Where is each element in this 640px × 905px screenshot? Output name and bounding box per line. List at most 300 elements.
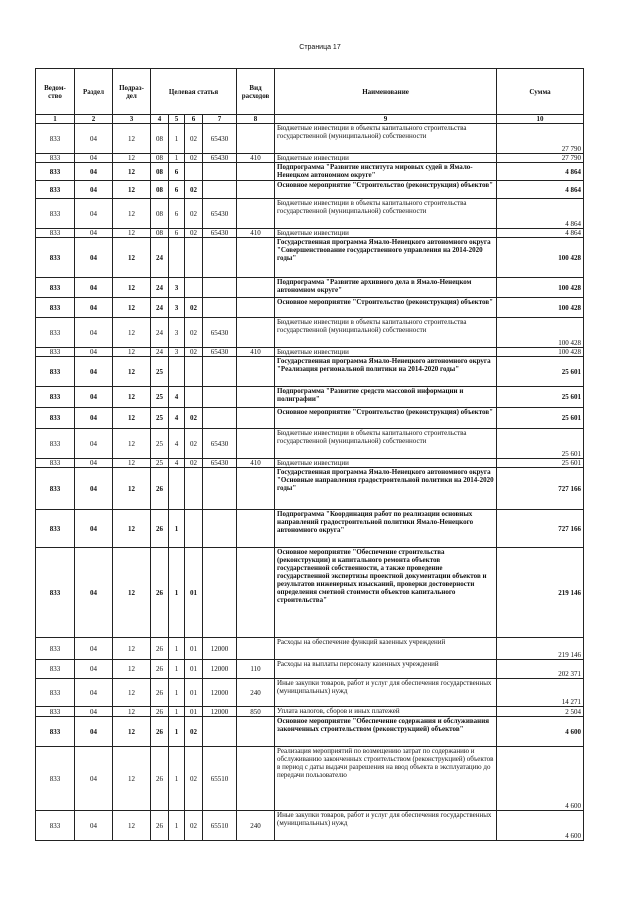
cell-target-4 — [203, 548, 237, 638]
cell-vid — [237, 638, 275, 660]
cell-ved: 833 — [36, 408, 75, 429]
cell-razdel: 04 — [75, 811, 113, 841]
cell-sum: 14 271 — [497, 679, 584, 707]
cell-ved: 833 — [36, 181, 75, 199]
cell-target-4: 12000 — [203, 660, 237, 679]
cell-target-4: 65430 — [203, 459, 237, 468]
cell-target-2: 1 — [169, 660, 185, 679]
cell-target-4: 65430 — [203, 154, 237, 163]
cell-name: Уплата налогов, сборов и иных платежей — [275, 707, 497, 717]
header-name: Наименование — [275, 69, 497, 115]
cell-name: Бюджетные инвестиции в объекты капитального строительства государственной (муниципальной) собственности — [275, 429, 497, 459]
cell-vid — [237, 298, 275, 318]
cell-target-2: 3 — [169, 278, 185, 298]
cell-target-2 — [169, 238, 185, 278]
cell-podrazdel: 12 — [113, 408, 151, 429]
cell-target-4: 65430 — [203, 229, 237, 238]
cell-target-4: 65430 — [203, 318, 237, 348]
cell-podrazdel: 12 — [113, 510, 151, 548]
cell-target-2: 1 — [169, 717, 185, 747]
cell-podrazdel: 12 — [113, 459, 151, 468]
cell-name: Основное мероприятие "Строительство (реконструкция) объектов" — [275, 298, 497, 318]
cell-sum: 727 166 — [497, 510, 584, 548]
cell-target-3: 01 — [185, 707, 203, 717]
table-row — [36, 357, 584, 387]
cell-podrazdel: 12 — [113, 348, 151, 357]
cell-podrazdel: 12 — [113, 548, 151, 638]
cell-vid — [237, 510, 275, 548]
cell-sum: 4 864 — [497, 181, 584, 199]
cell-razdel: 04 — [75, 408, 113, 429]
table-row — [36, 199, 584, 229]
cell-ved: 833 — [36, 679, 75, 707]
cell-target-4 — [203, 278, 237, 298]
header-target: Целевая статья — [151, 69, 237, 115]
header-row — [36, 69, 584, 115]
cell-vid — [237, 717, 275, 747]
cell-sum: 100 428 — [497, 318, 584, 348]
table-row — [36, 238, 584, 278]
cell-ved: 833 — [36, 707, 75, 717]
cell-sum: 4 600 — [497, 811, 584, 841]
cell-vid — [237, 429, 275, 459]
cell-target-4 — [203, 298, 237, 318]
cell-target-1: 24 — [151, 298, 169, 318]
cell-sum: 100 428 — [497, 238, 584, 278]
cell-target-4: 65430 — [203, 124, 237, 154]
cell-name: Основное мероприятие "Строительство (реконструкция) объектов" — [275, 181, 497, 199]
table-row — [36, 811, 584, 841]
cell-name: Основное мероприятие "Строительство (реконструкция) объектов" — [275, 408, 497, 429]
cell-vid — [237, 238, 275, 278]
cell-target-3: 01 — [185, 679, 203, 707]
cell-ved: 833 — [36, 238, 75, 278]
cell-target-4 — [203, 163, 237, 181]
cell-sum: 4 600 — [497, 747, 584, 811]
cell-razdel: 04 — [75, 124, 113, 154]
table-row — [36, 717, 584, 747]
cell-target-4 — [203, 181, 237, 199]
cell-razdel: 04 — [75, 717, 113, 747]
cell-podrazdel: 12 — [113, 638, 151, 660]
cell-target-3: 02 — [185, 408, 203, 429]
cell-ved: 833 — [36, 510, 75, 548]
cell-name: Подпрограмма "Развитие средств массовой информации и полиграфии" — [275, 387, 497, 408]
col-number: 9 — [275, 115, 497, 124]
cell-podrazdel: 12 — [113, 679, 151, 707]
cell-target-4 — [203, 357, 237, 387]
col-number: 4 — [151, 115, 169, 124]
cell-target-4: 12000 — [203, 679, 237, 707]
cell-target-2: 6 — [169, 199, 185, 229]
cell-vid: 410 — [237, 348, 275, 357]
cell-target-3: 02 — [185, 717, 203, 747]
header-ved: Ведом-ство — [36, 69, 75, 115]
cell-target-1: 26 — [151, 747, 169, 811]
table-row — [36, 298, 584, 318]
cell-sum: 25 601 — [497, 387, 584, 408]
cell-target-2: 1 — [169, 638, 185, 660]
cell-target-2: 6 — [169, 229, 185, 238]
cell-target-1: 25 — [151, 429, 169, 459]
cell-podrazdel: 12 — [113, 468, 151, 510]
table-row — [36, 707, 584, 717]
cell-target-3: 02 — [185, 811, 203, 841]
cell-ved: 833 — [36, 660, 75, 679]
cell-vid: 410 — [237, 459, 275, 468]
table-row — [36, 638, 584, 660]
table-row — [36, 154, 584, 163]
cell-sum: 4 864 — [497, 229, 584, 238]
cell-podrazdel: 12 — [113, 124, 151, 154]
cell-sum: 4 864 — [497, 199, 584, 229]
cell-razdel: 04 — [75, 679, 113, 707]
cell-target-3: 02 — [185, 318, 203, 348]
cell-podrazdel: 12 — [113, 387, 151, 408]
cell-target-3: 02 — [185, 459, 203, 468]
cell-target-4 — [203, 387, 237, 408]
cell-target-1: 25 — [151, 408, 169, 429]
cell-vid — [237, 468, 275, 510]
table-row — [36, 468, 584, 510]
cell-target-3: 02 — [185, 348, 203, 357]
cell-target-2: 1 — [169, 679, 185, 707]
cell-target-1: 08 — [151, 163, 169, 181]
cell-target-3 — [185, 387, 203, 408]
cell-name: Основное мероприятие "Обеспечение строительства (реконструкции) и капитального ремонта объектов государственной собственности, а также проведение государственной экспертизы проектной документации объектов и результатов инженерных изысканий, проверки достоверности определения сметной стоимости объектов капитального строительства" — [275, 548, 497, 638]
cell-target-1: 25 — [151, 387, 169, 408]
header-podrazdel: Подраз-дел — [113, 69, 151, 115]
cell-target-1: 24 — [151, 348, 169, 357]
table-row — [36, 278, 584, 298]
cell-razdel: 04 — [75, 429, 113, 459]
cell-target-3: 01 — [185, 660, 203, 679]
cell-vid: 850 — [237, 707, 275, 717]
cell-ved: 833 — [36, 348, 75, 357]
cell-vid — [237, 747, 275, 811]
cell-target-2: 4 — [169, 408, 185, 429]
cell-vid: 410 — [237, 154, 275, 163]
cell-name: Бюджетные инвестиции — [275, 459, 497, 468]
cell-target-3 — [185, 278, 203, 298]
cell-name: Бюджетные инвестиции в объекты капитального строительства государственной (муниципальной) собственности — [275, 318, 497, 348]
table-row — [36, 229, 584, 238]
cell-target-2: 4 — [169, 459, 185, 468]
cell-target-2: 6 — [169, 181, 185, 199]
cell-target-4: 65510 — [203, 747, 237, 811]
cell-ved: 833 — [36, 298, 75, 318]
cell-target-4: 65430 — [203, 348, 237, 357]
cell-target-1: 26 — [151, 679, 169, 707]
cell-podrazdel: 12 — [113, 278, 151, 298]
col-number: 8 — [237, 115, 275, 124]
cell-podrazdel: 12 — [113, 717, 151, 747]
table-row — [36, 163, 584, 181]
cell-target-3 — [185, 238, 203, 278]
cell-sum: 100 428 — [497, 278, 584, 298]
cell-podrazdel: 12 — [113, 357, 151, 387]
cell-sum: 25 601 — [497, 408, 584, 429]
cell-sum: 219 146 — [497, 548, 584, 638]
cell-target-1: 24 — [151, 238, 169, 278]
cell-target-1: 26 — [151, 510, 169, 548]
cell-name: Расходы на обеспечение функций казенных учреждений — [275, 638, 497, 660]
cell-sum: 202 371 — [497, 660, 584, 679]
cell-name: Государственная программа Ямало-Ненецкого автономного округа "Совершенствование государственного управления на 2014-2020 годы" — [275, 238, 497, 278]
cell-target-1: 26 — [151, 717, 169, 747]
cell-target-1: 25 — [151, 357, 169, 387]
cell-ved: 833 — [36, 154, 75, 163]
cell-podrazdel: 12 — [113, 163, 151, 181]
cell-razdel: 04 — [75, 660, 113, 679]
cell-target-2: 1 — [169, 707, 185, 717]
cell-sum: 25 601 — [497, 429, 584, 459]
cell-target-2 — [169, 468, 185, 510]
cell-target-1: 26 — [151, 660, 169, 679]
cell-razdel: 04 — [75, 459, 113, 468]
table-row — [36, 408, 584, 429]
col-number: 10 — [497, 115, 584, 124]
cell-name: Иные закупки товаров, работ и услуг для обеспечения государственных (муниципальных) нужд — [275, 811, 497, 841]
cell-target-2: 1 — [169, 124, 185, 154]
cell-name: Расходы на выплаты персоналу казенных учреждений — [275, 660, 497, 679]
cell-ved: 833 — [36, 548, 75, 638]
cell-target-1: 24 — [151, 318, 169, 348]
cell-vid: 110 — [237, 660, 275, 679]
cell-name: Бюджетные инвестиции — [275, 154, 497, 163]
cell-target-3: 02 — [185, 181, 203, 199]
cell-ved: 833 — [36, 638, 75, 660]
cell-vid — [237, 548, 275, 638]
cell-razdel: 04 — [75, 747, 113, 811]
cell-target-1: 08 — [151, 181, 169, 199]
cell-name: Бюджетные инвестиции в объекты капитального строительства государственной (муниципальной) собственности — [275, 199, 497, 229]
cell-podrazdel: 12 — [113, 747, 151, 811]
cell-target-4: 12000 — [203, 707, 237, 717]
cell-razdel: 04 — [75, 707, 113, 717]
cell-vid — [237, 124, 275, 154]
cell-sum: 100 428 — [497, 348, 584, 357]
cell-razdel: 04 — [75, 468, 113, 510]
cell-podrazdel: 12 — [113, 238, 151, 278]
table-row — [36, 124, 584, 154]
cell-target-1: 08 — [151, 154, 169, 163]
cell-razdel: 04 — [75, 387, 113, 408]
cell-target-3: 02 — [185, 229, 203, 238]
cell-target-2: 3 — [169, 348, 185, 357]
cell-target-4 — [203, 510, 237, 548]
cell-sum: 27 790 — [497, 154, 584, 163]
cell-target-2: 1 — [169, 154, 185, 163]
cell-target-3 — [185, 357, 203, 387]
cell-sum: 219 146 — [497, 638, 584, 660]
cell-target-1: 24 — [151, 278, 169, 298]
cell-vid — [237, 181, 275, 199]
cell-ved: 833 — [36, 124, 75, 154]
cell-razdel: 04 — [75, 199, 113, 229]
table-body — [36, 124, 584, 841]
cell-razdel: 04 — [75, 278, 113, 298]
col-number: 1 — [36, 115, 75, 124]
header-razdel: Раздел — [75, 69, 113, 115]
cell-name: Бюджетные инвестиции — [275, 348, 497, 357]
table-row — [36, 348, 584, 357]
cell-razdel: 04 — [75, 638, 113, 660]
table-row — [36, 459, 584, 468]
cell-podrazdel: 12 — [113, 707, 151, 717]
cell-podrazdel: 12 — [113, 298, 151, 318]
cell-target-1: 25 — [151, 459, 169, 468]
cell-target-1: 26 — [151, 811, 169, 841]
cell-target-3 — [185, 510, 203, 548]
cell-vid — [237, 387, 275, 408]
header-vid: Вид расходов — [237, 69, 275, 115]
cell-sum: 727 166 — [497, 468, 584, 510]
cell-target-2: 1 — [169, 811, 185, 841]
cell-razdel: 04 — [75, 348, 113, 357]
cell-target-1: 08 — [151, 229, 169, 238]
cell-vid — [237, 199, 275, 229]
cell-target-4: 65430 — [203, 199, 237, 229]
cell-podrazdel: 12 — [113, 660, 151, 679]
cell-vid — [237, 357, 275, 387]
cell-ved: 833 — [36, 811, 75, 841]
cell-target-3: 02 — [185, 429, 203, 459]
cell-target-2: 1 — [169, 510, 185, 548]
cell-target-3: 02 — [185, 154, 203, 163]
col-number: 3 — [113, 115, 151, 124]
cell-ved: 833 — [36, 387, 75, 408]
cell-podrazdel: 12 — [113, 318, 151, 348]
cell-ved: 833 — [36, 459, 75, 468]
cell-sum: 25 601 — [497, 459, 584, 468]
cell-vid — [237, 278, 275, 298]
cell-name: Государственная программа Ямало-Ненецкого автономного округа "Основные направления градостроительной политики на 2014-2020 годы" — [275, 468, 497, 510]
cell-podrazdel: 12 — [113, 154, 151, 163]
cell-razdel: 04 — [75, 163, 113, 181]
cell-ved: 833 — [36, 747, 75, 811]
table-row — [36, 318, 584, 348]
table-row — [36, 387, 584, 408]
cell-ved: 833 — [36, 318, 75, 348]
cell-name: Основное мероприятие "Обеспечение содержания и обслуживания законченных строительством (реконструкцией) объектов" — [275, 717, 497, 747]
cell-target-2: 1 — [169, 747, 185, 811]
cell-vid — [237, 318, 275, 348]
col-number: 7 — [203, 115, 237, 124]
cell-ved: 833 — [36, 717, 75, 747]
budget-table — [35, 68, 584, 841]
cell-ved: 833 — [36, 278, 75, 298]
column-number-row — [36, 115, 584, 124]
cell-sum: 100 428 — [497, 298, 584, 318]
col-number: 5 — [169, 115, 185, 124]
cell-target-3: 02 — [185, 298, 203, 318]
cell-target-4 — [203, 408, 237, 429]
header-sum: Сумма — [497, 69, 584, 115]
table-row — [36, 679, 584, 707]
cell-name: Подпрограмма "Развитие института мировых судей в Ямало-Ненецком автономном округе" — [275, 163, 497, 181]
cell-target-1: 08 — [151, 199, 169, 229]
cell-target-3: 02 — [185, 199, 203, 229]
cell-name: Бюджетные инвестиции в объекты капитального строительства государственной (муниципальной) собственности — [275, 124, 497, 154]
cell-podrazdel: 12 — [113, 811, 151, 841]
cell-target-2: 3 — [169, 298, 185, 318]
cell-target-4 — [203, 468, 237, 510]
cell-target-2: 4 — [169, 429, 185, 459]
cell-target-2: 1 — [169, 548, 185, 638]
cell-name: Реализация мероприятий по возмещению затрат по содержанию и обслуживанию законченных строительством (реконструкцией) объектов в период с даты выдачи разрешения на ввод объекта в эксплуатацию до передачи пользователю — [275, 747, 497, 811]
cell-vid — [237, 163, 275, 181]
cell-vid: 240 — [237, 811, 275, 841]
cell-target-3 — [185, 163, 203, 181]
cell-target-4 — [203, 717, 237, 747]
table-row — [36, 548, 584, 638]
cell-target-3: 02 — [185, 124, 203, 154]
cell-target-1: 08 — [151, 124, 169, 154]
col-number: 2 — [75, 115, 113, 124]
col-number: 6 — [185, 115, 203, 124]
cell-target-1: 26 — [151, 468, 169, 510]
cell-razdel: 04 — [75, 154, 113, 163]
cell-ved: 833 — [36, 163, 75, 181]
cell-podrazdel: 12 — [113, 229, 151, 238]
cell-sum: 2 504 — [497, 707, 584, 717]
cell-name: Государственная программа Ямало-Ненецкого автономного округа "Реализация региональной политики на 2014-2020 годы" — [275, 357, 497, 387]
cell-name: Подпрограмма "Координация работ по реализации основных направлений градостроительной политики Ямало-Ненецкого автономного округа" — [275, 510, 497, 548]
cell-target-2: 6 — [169, 163, 185, 181]
cell-ved: 833 — [36, 199, 75, 229]
cell-name: Иные закупки товаров, работ и услуг для обеспечения государственных (муниципальных) нужд — [275, 679, 497, 707]
cell-podrazdel: 12 — [113, 199, 151, 229]
cell-razdel: 04 — [75, 357, 113, 387]
cell-razdel: 04 — [75, 181, 113, 199]
cell-ved: 833 — [36, 229, 75, 238]
cell-target-2: 3 — [169, 318, 185, 348]
cell-target-1: 26 — [151, 638, 169, 660]
cell-target-1: 26 — [151, 548, 169, 638]
cell-razdel: 04 — [75, 229, 113, 238]
cell-razdel: 04 — [75, 510, 113, 548]
cell-target-3: 01 — [185, 548, 203, 638]
table-row — [36, 429, 584, 459]
cell-target-2 — [169, 357, 185, 387]
table-row — [36, 181, 584, 199]
cell-ved: 833 — [36, 468, 75, 510]
cell-target-3: 02 — [185, 747, 203, 811]
cell-razdel: 04 — [75, 238, 113, 278]
cell-target-1: 26 — [151, 707, 169, 717]
cell-vid — [237, 408, 275, 429]
cell-ved: 833 — [36, 429, 75, 459]
cell-sum: 4 600 — [497, 717, 584, 747]
cell-target-3: 01 — [185, 638, 203, 660]
cell-target-4: 65510 — [203, 811, 237, 841]
cell-vid: 240 — [237, 679, 275, 707]
cell-razdel: 04 — [75, 318, 113, 348]
cell-target-2: 4 — [169, 387, 185, 408]
cell-name: Подпрограмма "Развитие архивного дела в Ямало-Ненецком автономном округе" — [275, 278, 497, 298]
cell-target-4 — [203, 238, 237, 278]
table-row — [36, 660, 584, 679]
cell-target-3 — [185, 468, 203, 510]
cell-razdel: 04 — [75, 298, 113, 318]
table-row — [36, 510, 584, 548]
cell-sum: 4 864 — [497, 163, 584, 181]
cell-vid: 410 — [237, 229, 275, 238]
cell-podrazdel: 12 — [113, 181, 151, 199]
cell-name: Бюджетные инвестиции — [275, 229, 497, 238]
cell-podrazdel: 12 — [113, 429, 151, 459]
